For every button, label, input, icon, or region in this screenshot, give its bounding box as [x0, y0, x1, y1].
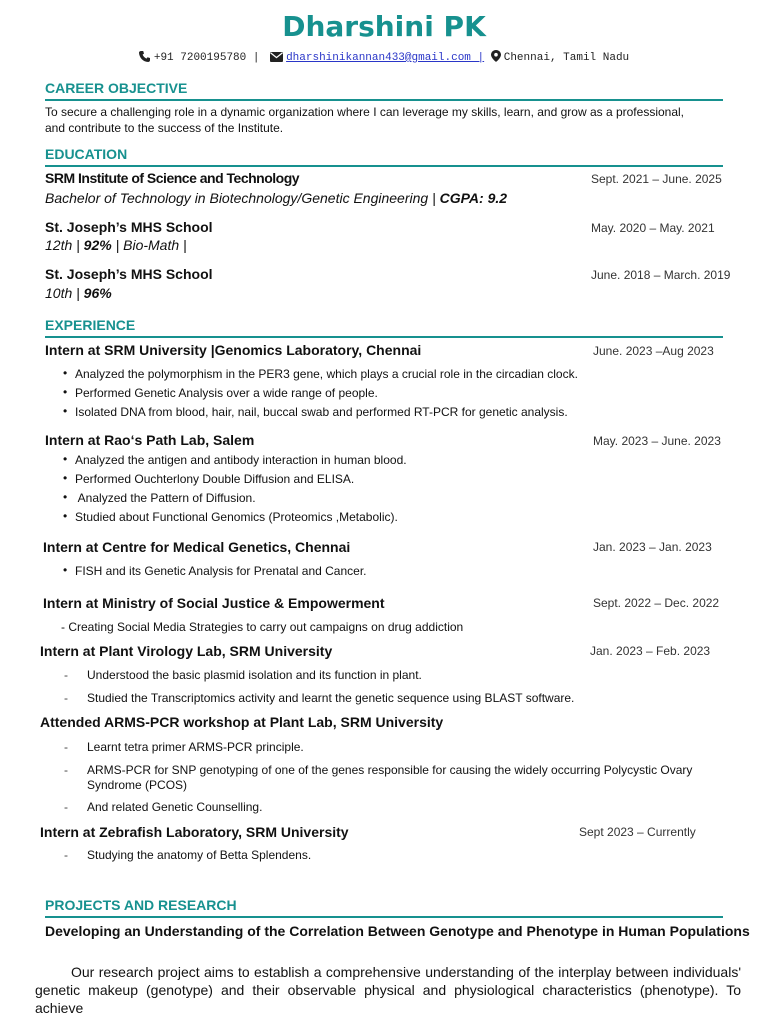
education-degree	[45, 190, 507, 206]
career-objective-line: and contribute to the success of the Institute.	[45, 121, 284, 135]
experience-bullet: ARMS-PCR for SNP genotyping of one of the genes responsible for causing the widely occurring Polycystic Ovary	[87, 763, 693, 777]
contact-line	[0, 50, 768, 64]
phone-icon	[139, 52, 154, 64]
experience-bullet: Isolated DNA from blood, hair, nail, buccal swab and performed RT-PCR for genetic analysis.	[75, 405, 568, 419]
experience-bullet: And related Genetic Counselling.	[87, 800, 263, 814]
section-divider	[45, 99, 723, 101]
location-pin-icon	[491, 52, 504, 64]
experience-dates: Sept 2023 – Currently	[579, 825, 696, 839]
education-heading: EDUCATION	[45, 146, 128, 162]
bullet-marker: •	[63, 490, 68, 504]
education-dates: June. 2018 – March. 2019	[591, 268, 731, 282]
email-link[interactable]: dharshinikannan433@gmail.com |	[286, 52, 485, 64]
experience-bullet: Syndrome (PCOS)	[87, 778, 188, 792]
experience-bullet: Performed Ouchterlony Double Diffusion and ELISA.	[75, 472, 355, 486]
experience-title: Intern at Rao‘s Path Lab, Salem	[45, 432, 255, 448]
bullet-marker: •	[63, 563, 68, 577]
education-institution: St. Joseph’s MHS School	[45, 219, 213, 235]
experience-dates: Jan. 2023 – Feb. 2023	[590, 644, 711, 658]
section-divider	[45, 916, 723, 918]
experience-dates: Sept. 2022 – Dec. 2022	[593, 596, 720, 610]
experience-title: Intern at Centre for Medical Genetics, Chennai	[43, 539, 351, 555]
education-grade	[45, 237, 187, 253]
experience-bullet: Studied about Functional Genomics (Proteomics ,Metabolic).	[75, 510, 398, 524]
grade-text: 12th |	[45, 237, 84, 253]
projects-heading: PROJECTS AND RESEARCH	[45, 897, 237, 913]
education-dates: Sept. 2021 – June. 2025	[591, 172, 722, 186]
phone-number: +91 7200195780 |	[153, 52, 260, 64]
bullet-marker: •	[63, 366, 68, 380]
experience-title: Intern at Plant Virology Lab, SRM University	[40, 643, 333, 659]
experience-bullet: Analyzed the antigen and antibody interaction in human blood.	[75, 453, 407, 467]
experience-bullet: Performed Genetic Analysis over a wide range of people.	[75, 386, 378, 400]
education-institution: SRM Institute of Science and Technology	[45, 170, 300, 186]
experience-heading: EXPERIENCE	[45, 317, 136, 333]
bullet-marker: •	[63, 471, 68, 485]
experience-dates: May. 2023 – June. 2023	[593, 434, 721, 448]
section-divider	[45, 336, 723, 338]
location-text: Chennai, Tamil Nadu	[503, 52, 630, 64]
experience-title: Intern at SRM University |Genomics Laboratory, Chennai	[45, 342, 422, 358]
career-objective-line: To secure a challenging role in a dynamic organization where I can leverage my skills, learn, and grow as a professional,	[45, 105, 685, 119]
grade-score: 96%	[83, 285, 112, 301]
career-objective-heading: CAREER OBJECTIVE	[45, 80, 188, 96]
degree-text: Bachelor of Technology in Biotechnology/Genetic Engineering |	[45, 190, 440, 206]
project-title: Developing an Understanding of the Correlation Between Genotype and Phenotype in Human Populations	[45, 923, 750, 939]
dash-marker: -	[64, 691, 68, 705]
career-objective-text	[45, 104, 725, 136]
experience-bullet: Studying the anatomy of Betta Splendens.	[87, 848, 312, 862]
grade-stream: | Bio-Math |	[111, 237, 187, 253]
bullet-marker: •	[63, 452, 68, 466]
project-description-line: Our research project aims to establish a comprehensive understanding of the interplay between individuals'	[71, 964, 741, 980]
dash-marker: -	[64, 800, 68, 814]
bullet-marker: •	[63, 404, 68, 418]
experience-title: Intern at Ministry of Social Justice & Empowerment	[43, 595, 385, 611]
experience-dates: Jan. 2023 – Jan. 2023	[593, 540, 712, 554]
experience-bullet: Analyzed the Pattern of Diffusion.	[75, 491, 256, 505]
education-dates: May. 2020 – May. 2021	[591, 221, 715, 235]
experience-bullet: FISH and its Genetic Analysis for Prenatal and Cancer.	[75, 564, 367, 578]
cgpa-value: CGPA: 9.2	[439, 190, 508, 206]
grade-text: 10th |	[45, 285, 84, 301]
experience-bullet: Studied the Transcriptomics activity and learnt the genetic sequence using BLAST software.	[87, 691, 575, 705]
experience-dates: June. 2023 –Aug 2023	[593, 344, 714, 358]
mail-icon	[270, 52, 286, 64]
grade-score: 92%	[83, 237, 112, 253]
dash-marker: -	[64, 848, 68, 862]
education-grade	[45, 285, 112, 301]
experience-bullet: Learnt tetra primer ARMS-PCR principle.	[87, 740, 304, 754]
education-institution: St. Joseph’s MHS School	[45, 266, 213, 282]
experience-bullet: - Creating Social Media Strategies to carry out campaigns on drug addiction	[61, 620, 464, 634]
bullet-marker: •	[63, 385, 68, 399]
experience-bullet: Understood the basic plasmid isolation and its function in plant.	[87, 668, 422, 682]
experience-bullet: Analyzed the polymorphism in the PER3 gene, which plays a crucial role in the circadian clock.	[75, 367, 578, 381]
dash-marker: -	[64, 763, 68, 777]
project-description	[35, 963, 741, 1017]
experience-title: Attended ARMS-PCR workshop at Plant Lab, SRM University	[40, 714, 444, 730]
project-description-line: genetic makeup (genotype) and their observable physical and physiological characteristics (phenotype). To achieve	[35, 982, 741, 1016]
bullet-marker: •	[63, 509, 68, 523]
dash-marker: -	[64, 668, 68, 682]
candidate-name: Dharshini PK	[282, 10, 486, 43]
dash-marker: -	[64, 740, 68, 754]
section-divider	[45, 165, 723, 167]
experience-title: Intern at Zebrafish Laboratory, SRM University	[40, 824, 349, 840]
